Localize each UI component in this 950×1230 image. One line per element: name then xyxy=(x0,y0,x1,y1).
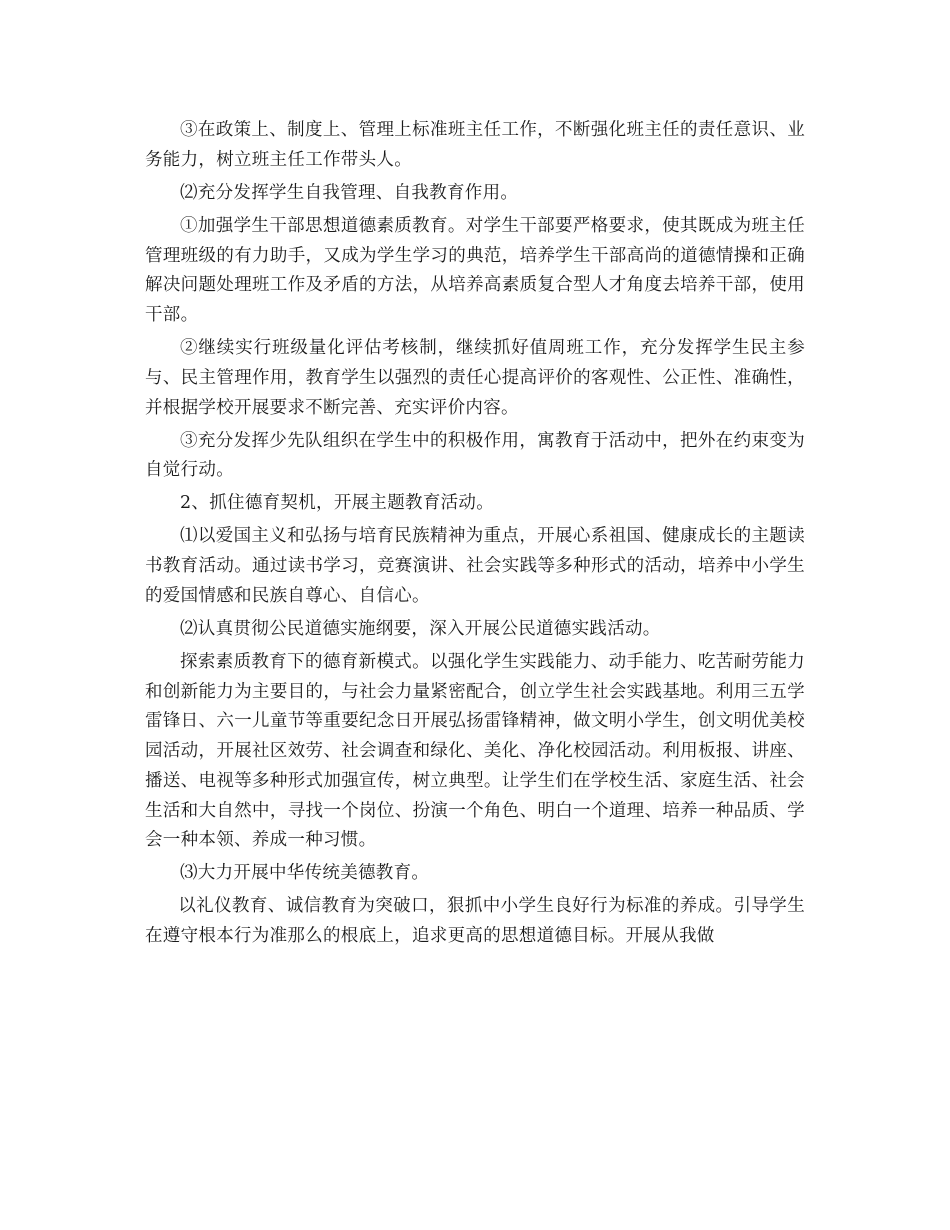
paragraph-student-cadre-education: ①加强学生干部思想道德素质教育。对学生干部要严格要求，使其既成为班主任管理班级的有力助手，又成为学生学习的典范，培养学生干部高尚的道德情操和正确解决问题处理班工作及矛盾的方法，从培养高素质复合型人才角度去培养干部，使用干部。 xyxy=(145,215,805,325)
paragraph-moral-education-model: 探索素质教育下的德育新模式。以强化学生实践能力、动手能力、吃苦耐劳能力和创新能力为主要目的，与社会力量紧密配合，创立学生社会实践基地。利用三五学雷锋日、六一儿童节等重要纪念日开展弘扬雷锋精神，做文明小学生，创文明优美校园活动，开展社区效劳、社会调查和绿化、美化、净化校园活动。利用板报、讲座、播送、电视等多种形式加强宣传，树立典型。让学生们在学校生活、家庭生活、社会生活和大自然中，寻找一个岗位、扮演一个角色、明白一个道理、培养一种品质、学会一种本领、养成一种习惯。 xyxy=(145,652,805,851)
paragraph-patriotism-reading: ⑴以爱国主义和弘扬与培育民族精神为重点，开展心系祖国、健康成长的主题读书教育活动。通过读书学习，竞赛演讲、社会实践等多种形式的活动，培养中小学生的爱国情感和民族自尊心、自信心。 xyxy=(145,526,805,606)
paragraph-civic-morality: ⑵认真贯彻公民道德实施纲要，深入开展公民道德实践活动。 xyxy=(180,618,661,639)
paragraph-student-self-management: ⑵充分发挥学生自我管理、自我教育作用。 xyxy=(180,182,519,203)
paragraph-etiquette-integrity: 以礼仪教育、诚信教育为突破口，狠抓中小学生良好行为标准的养成。引导学生在遵守根本行为准那么的根底上，追求更高的思想道德目标。开展从我做 xyxy=(145,896,805,947)
section-heading-theme-education: 2、抓住德育契机，开展主题教育活动。 xyxy=(180,493,495,514)
paragraph-traditional-virtues: ⑶大力开展中华传统美德教育。 xyxy=(180,863,430,884)
paragraph-class-evaluation: ②继续实行班级量化评估考核制，继续抓好值周班工作，充分发挥学生民主参与、民主管理作用，教育学生以强烈的责任心提高评价的客观性、公正性、准确性，并根据学校开展要求不断完善、充实评价内容。 xyxy=(145,338,805,418)
paragraph-young-pioneers: ③充分发挥少先队组织在学生中的积极作用，寓教育于活动中，把外在约束变为自觉行动。 xyxy=(145,430,805,481)
paragraph-class-teacher-standards: ③在政策上、制度上、管理上标准班主任工作，不断强化班主任的责任意识、业务能力，树立班主任工作带头人。 xyxy=(145,120,805,170)
document-body xyxy=(145,116,805,955)
